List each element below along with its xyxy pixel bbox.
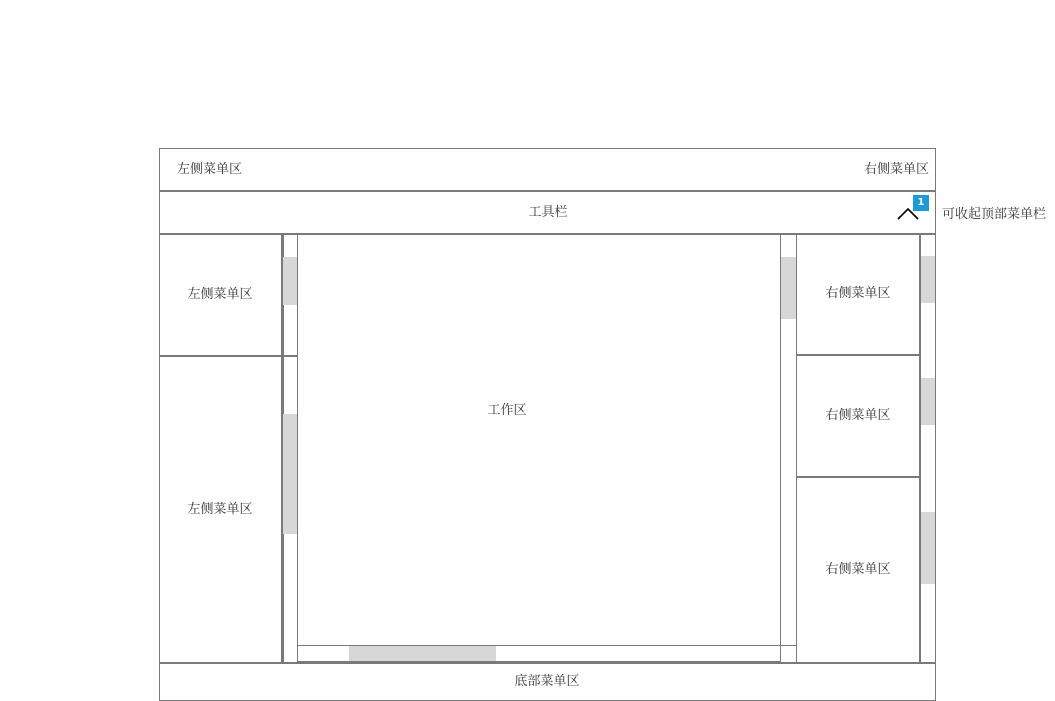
top-menu-bar	[160, 149, 935, 190]
workspace-label: 工作区	[487, 403, 527, 418]
right-panel-2	[797, 356, 919, 476]
top-menu-right-label[interactable]: 右侧菜单区	[863, 162, 929, 177]
toolbar-label: 工具栏	[528, 205, 568, 220]
right-scrollbar-thumb-2[interactable]	[921, 378, 935, 425]
top-menu-left-label[interactable]: 左侧菜单区	[177, 162, 243, 177]
divider	[283, 355, 298, 357]
workspace-hscroll-thumb[interactable]	[349, 646, 496, 661]
right-scrollbar-thumb-3[interactable]	[921, 512, 935, 584]
left-panel-1	[160, 235, 281, 355]
toolbar	[160, 192, 935, 233]
right-panel-label[interactable]: 右侧菜单区	[825, 408, 891, 423]
workspace[interactable]	[299, 235, 780, 645]
left-panel-label[interactable]: 左侧菜单区	[187, 287, 253, 302]
right-panel-label[interactable]: 右侧菜单区	[825, 286, 891, 301]
left-panel-2	[160, 357, 281, 662]
right-panel-3	[797, 478, 919, 662]
left-panel-label[interactable]: 左侧菜单区	[187, 502, 253, 517]
right-panel-1	[797, 235, 919, 354]
right-scrollbar-thumb-1[interactable]	[921, 256, 935, 303]
left-scrollbar-thumb-1[interactable]	[283, 257, 297, 305]
divider	[780, 645, 797, 646]
workspace-vscroll-thumb[interactable]	[781, 257, 796, 319]
bottom-menu-label[interactable]: 底部菜单区	[514, 674, 580, 689]
bottom-menu-bar	[160, 664, 935, 700]
collapse-note: 可收起顶部菜单栏	[942, 207, 1047, 222]
right-panel-label[interactable]: 右侧菜单区	[825, 562, 891, 577]
collapse-badge: 1	[913, 195, 929, 211]
left-scrollbar-thumb-2[interactable]	[283, 414, 297, 534]
